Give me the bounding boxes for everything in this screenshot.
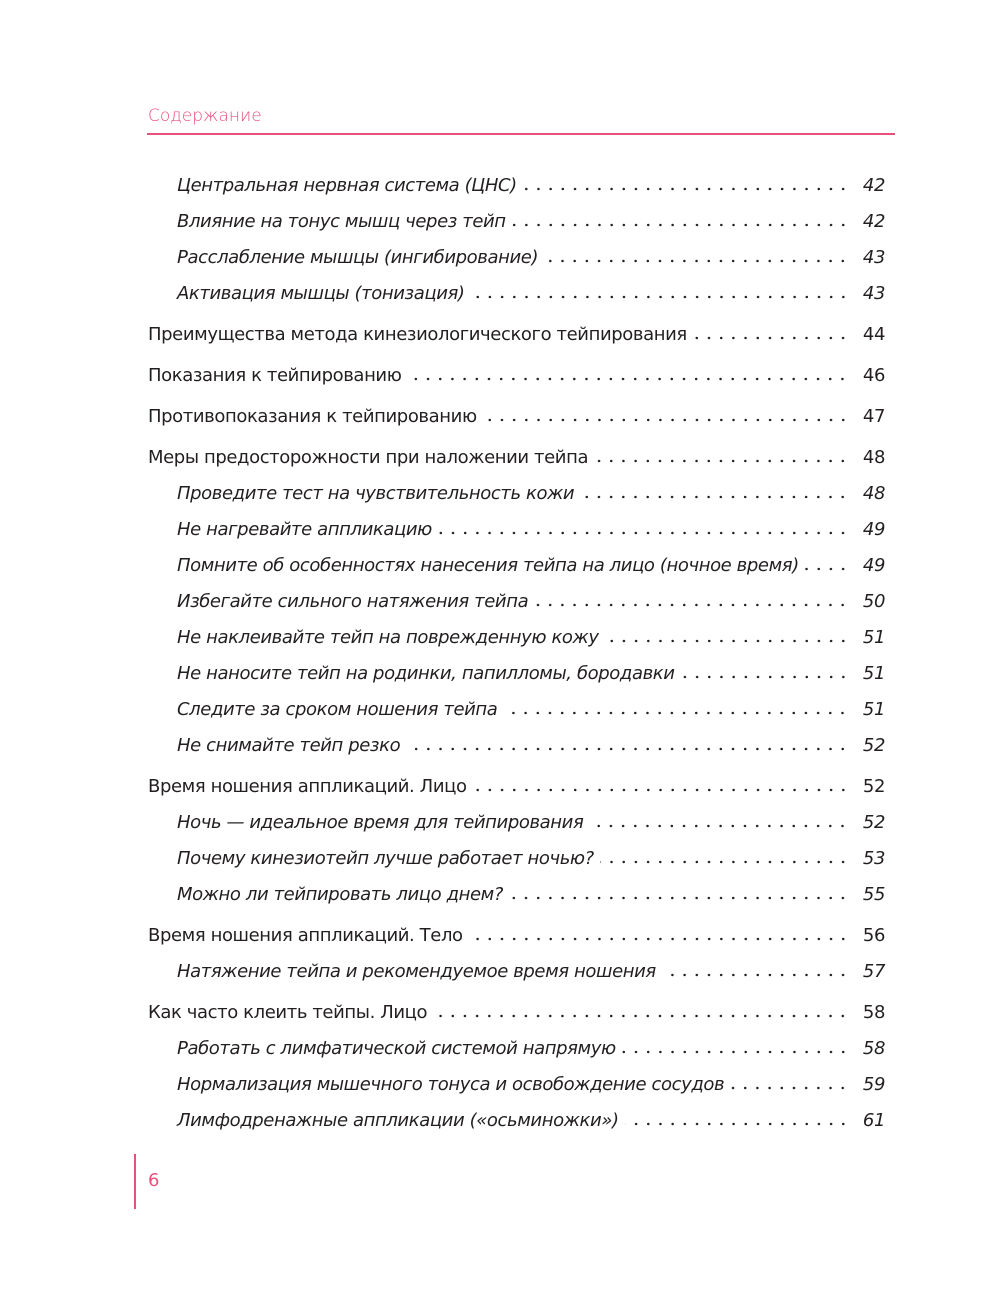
toc-page: 59 (862, 1074, 885, 1095)
toc-chapter[interactable] (148, 403, 885, 439)
dot-leader (509, 896, 849, 900)
dot-leader (471, 295, 849, 299)
toc-section[interactable] (148, 588, 885, 624)
toc-title: Преимущества метода кинезиологического тейпирования (148, 324, 687, 345)
dot-leader (483, 418, 849, 422)
toc-title: Противопоказания к тейпированию (148, 406, 477, 427)
toc-page: 44 (862, 324, 885, 345)
toc-title: Не нагревайте аппликацию (177, 519, 432, 540)
toc-page: 52 (862, 776, 885, 797)
toc-chapter[interactable] (148, 362, 885, 398)
dot-leader (625, 1122, 849, 1126)
toc-chapter[interactable] (148, 773, 885, 809)
dot-leader (512, 223, 849, 227)
toc-page: 56 (862, 925, 885, 946)
toc-title: Центральная нервная система (ЦНС) (177, 175, 517, 196)
toc-title: Время ношения аппликаций. Лицо (148, 776, 467, 797)
toc-page: 53 (862, 848, 885, 869)
header-rule (147, 133, 895, 135)
dot-leader (594, 459, 849, 463)
toc-section[interactable] (148, 516, 885, 552)
toc-title: Ночь — идеальное время для тейпирования (177, 812, 584, 833)
toc-title: Как часто клеить тейпы. Лицо (148, 1002, 428, 1023)
toc-section[interactable] (148, 208, 885, 244)
toc-page: 49 (862, 555, 885, 576)
toc-title: Лимфодренажные аппликации («осьминожки») (177, 1110, 619, 1131)
running-header: Содержание (148, 106, 262, 126)
toc-title: Активация мышцы (тонизация) (177, 283, 465, 304)
toc-title: Можно ли тейпировать лицо днем? (177, 884, 504, 905)
toc-title: Избегайте сильного натяжения тейпа (177, 591, 529, 612)
toc-title: Не наносите тейп на родинки, папилломы, бородавки (177, 663, 675, 684)
toc-section[interactable] (148, 958, 885, 994)
toc-page: 58 (862, 1038, 885, 1059)
toc-title: Проведите тест на чувствительность кожи (177, 483, 575, 504)
dot-leader (805, 567, 849, 571)
toc-section[interactable] (148, 1107, 885, 1143)
dot-leader (681, 675, 849, 679)
toc-section[interactable] (148, 624, 885, 660)
toc-page: 51 (862, 699, 885, 720)
toc-section[interactable] (148, 1071, 885, 1107)
toc-title: Влияние на тонус мышц через тейп (177, 211, 506, 232)
toc-title: Показания к тейпированию (148, 365, 402, 386)
dot-leader (600, 860, 849, 864)
toc-chapter[interactable] (148, 321, 885, 357)
toc-page: 43 (862, 283, 885, 304)
dot-leader (622, 1050, 849, 1054)
toc-section[interactable] (148, 696, 885, 732)
toc-chapter[interactable] (148, 999, 885, 1035)
dot-leader (406, 747, 849, 751)
dot-leader (693, 336, 849, 340)
toc-section[interactable] (148, 809, 885, 845)
toc-page: 48 (862, 447, 885, 468)
toc-page: 42 (862, 175, 885, 196)
toc-page: 57 (862, 961, 885, 982)
toc-page: 42 (862, 211, 885, 232)
toc-title: Нормализация мышечного тонуса и освобождение сосудов (177, 1074, 725, 1095)
toc-title: Следите за сроком ношения тейпа (177, 699, 498, 720)
dot-leader (503, 711, 849, 715)
toc-section[interactable] (148, 660, 885, 696)
toc-section[interactable] (148, 845, 885, 881)
toc-page: 46 (862, 365, 885, 386)
toc-section[interactable] (148, 732, 885, 768)
dot-leader (469, 937, 849, 941)
toc-chapter[interactable] (148, 444, 885, 480)
toc-page: 61 (862, 1110, 885, 1131)
toc-title: Работать с лимфатической системой напрямую (177, 1038, 616, 1059)
toc-page: 47 (862, 406, 885, 427)
toc-title: Помните об особенностях нанесения тейпа на лицо (ночное время) (177, 555, 799, 576)
toc-title: Расслабление мышцы (ингибирование) (177, 247, 539, 268)
toc-page: 52 (862, 735, 885, 756)
dot-leader (407, 377, 849, 381)
dot-leader (605, 639, 849, 643)
dot-leader (662, 973, 849, 977)
page-number: 6 (148, 1170, 160, 1191)
dot-leader (433, 1014, 849, 1018)
toc-section[interactable] (148, 172, 885, 208)
toc-chapter[interactable] (148, 922, 885, 958)
toc-section[interactable] (148, 1035, 885, 1071)
toc-page: 52 (862, 812, 885, 833)
toc-page: 51 (862, 663, 885, 684)
toc-title: Не наклеивайте тейп на поврежденную кожу (177, 627, 599, 648)
toc-section[interactable] (148, 552, 885, 588)
dot-leader (473, 788, 849, 792)
dot-leader (730, 1086, 849, 1090)
toc-page: 55 (862, 884, 885, 905)
folio-bar (134, 1154, 136, 1209)
toc-title: Время ношения аппликаций. Тело (148, 925, 463, 946)
toc-page: 51 (862, 627, 885, 648)
table-of-contents (148, 172, 885, 1143)
toc-title: Натяжение тейпа и рекомендуемое время ношения (177, 961, 656, 982)
dot-leader (544, 259, 849, 263)
toc-title: Не снимайте тейп резко (177, 735, 401, 756)
toc-page: 49 (862, 519, 885, 540)
dot-leader (534, 603, 849, 607)
toc-section[interactable] (148, 244, 885, 280)
toc-title: Меры предосторожности при наложении тейпа (148, 447, 589, 468)
toc-page: 50 (862, 591, 885, 612)
dot-leader (438, 531, 849, 535)
toc-page: 43 (862, 247, 885, 268)
dot-leader (523, 187, 849, 191)
toc-page: 58 (862, 1002, 885, 1023)
toc-section[interactable] (148, 881, 885, 917)
toc-section[interactable] (148, 280, 885, 316)
dot-leader (589, 824, 849, 828)
dot-leader (580, 495, 849, 499)
toc-page: 48 (862, 483, 885, 504)
toc-title: Почему кинезиотейп лучше работает ночью? (177, 848, 594, 869)
toc-section[interactable] (148, 480, 885, 516)
